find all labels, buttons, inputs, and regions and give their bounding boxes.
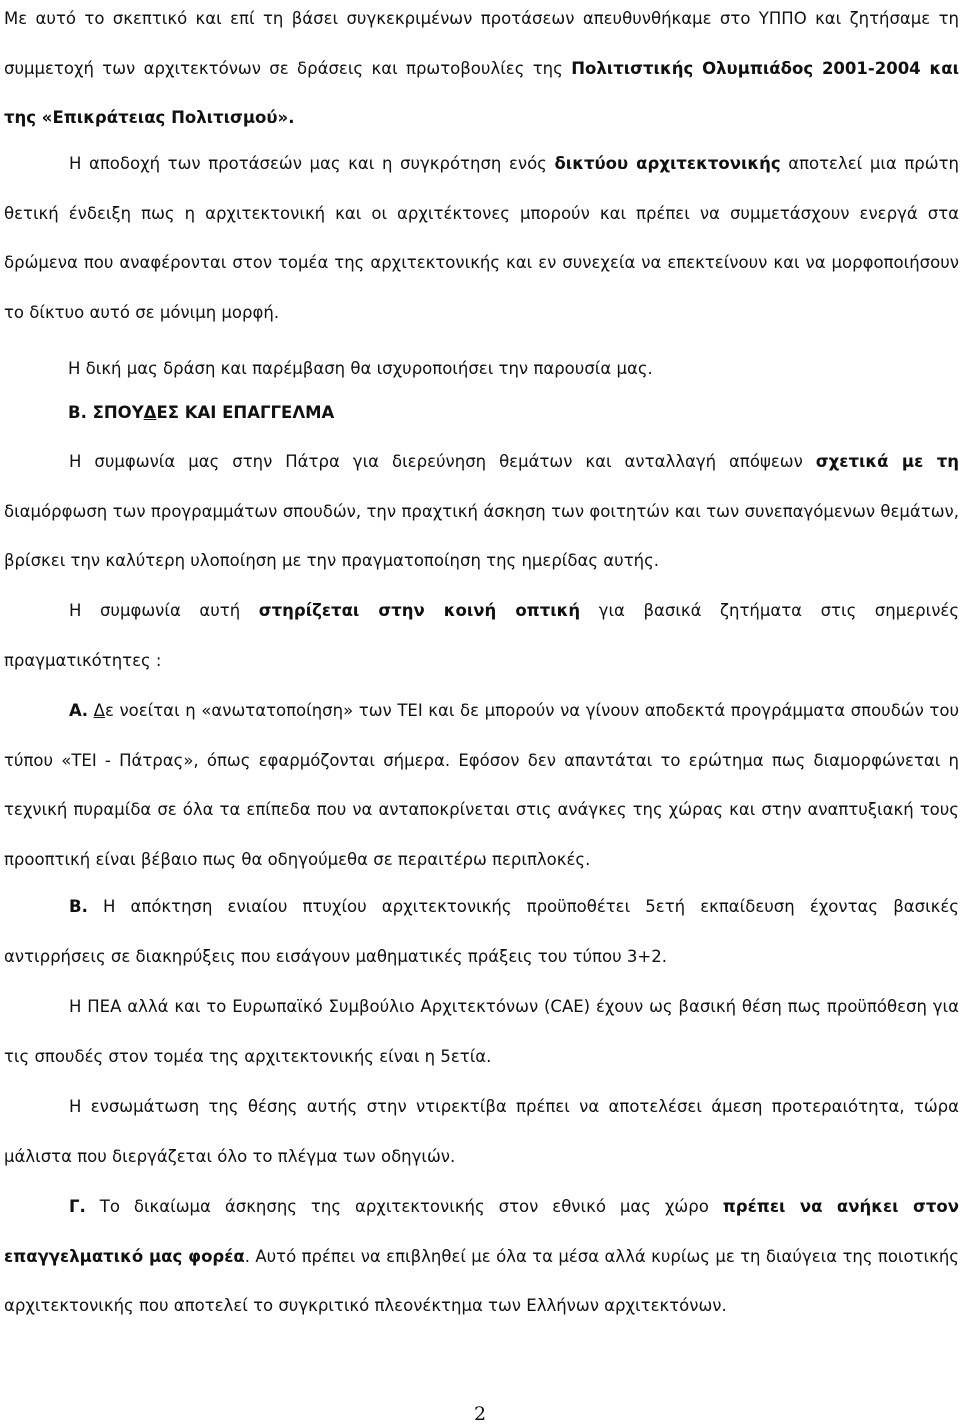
- paragraph-text: Η αποδοχή των προτάσεών μας και η συγκρότηση ενός: [69, 154, 555, 173]
- point-label: Γ.: [69, 1197, 86, 1216]
- heading-text: ΕΣ ΚΑΙ ΕΠΑΓΓΕΛΜΑ: [156, 403, 335, 422]
- paragraph-text: ε νοείται η «ανωτατοποίηση» των ΤΕΙ και δε μπορούν να γίνουν αποδεκτά προγράμματα σπουδών του τύπου «ΤΕΙ - Πάτρας», όπως εφαρμόζονται σήμερα. Εφόσον δεν απαντάται το ερώτημα πως διαμορφώνεται η τεχνική πυραμίδα σε όλα τα επίπεδα που να ανταποκρίνεται στις ανάγκες της χώρας και στην αναπτυξιακή τους προοπτική είναι βέβαιο πως θα οδηγούμεθα σε περαιτέρω περιπλοκές.: [4, 701, 960, 869]
- paragraph-politistiki-olympiada: [4, 0, 959, 143]
- paragraph-drasi: Η δική μας δράση και παρέμβαση θα ισχυροποιήσει την παρουσία μας.: [68, 359, 653, 378]
- paragraph-point-g: [4, 1182, 959, 1331]
- bold-text: πρέπει να ανήκει στον επαγγελματικό μας φορέα: [4, 1197, 959, 1266]
- paragraph-point-a: [4, 686, 959, 884]
- paragraph-text: Το δικαίωμα άσκησης της αρχιτεκτονικής στον εθνικό μας χώρο: [85, 1197, 723, 1216]
- paragraph-text: αποτελεί μια πρώτη θετική ένδειξη πως η αρχιτεκτονική και οι αρχιτέκτονες μπορούν και πρέπει να συμμετάσχουν ενεργά στα δρώμενα που αναφέρονται στον τομέα της αρχιτεκτονικής και εν συνεχεία να επεκτείνουν και να μορφοποιήσουν το δίκτυο αυτό σε μόνιμη μορφή.: [4, 154, 959, 322]
- heading-text-underlined: Δ: [143, 403, 157, 422]
- paragraph-text: διαμόρφωση των προγραμμάτων σπουδών, την πραχτική άσκηση των φοιτητών και των συνεπαγόμενων θεμάτων, βρίσκει την καλύτερη υλοποίηση με την πραγματοποίηση της ημερίδας αυτής.: [4, 501, 959, 570]
- point-label: Β.: [69, 897, 88, 916]
- underlined-letter: Δ: [93, 701, 105, 720]
- bold-text: Πολιτιστικής Ολυμπιάδος 2001-2004 και της «Επικράτειας Πολιτισμού».: [4, 58, 959, 127]
- point-label: Α.: [69, 701, 89, 720]
- paragraph-text: Η απόκτηση ενιαίου πτυχίου αρχιτεκτονικής προϋποθέτει 5ετή εκπαίδευση έχοντας βασικές αντιρρήσεις σε διακηρύξεις που εισάγουν μαθηματικές πράξεις του τύπου 3+2.: [4, 897, 959, 966]
- paragraph-symfonia-patra: [4, 437, 959, 586]
- bold-text: στηρίζεται στην κοινή οπτική: [258, 601, 581, 620]
- paragraph-koini-optiki: [4, 586, 959, 685]
- paragraph-text: Με αυτό το σκεπτικό και επί τη βάσει συγκεκριμένων προτάσεων απευθυνθήκαμε στο ΥΠΠΟ και ζητήσαμε τη συμμετοχή των αρχιτεκτόνων σε δράσεις και πρωτοβουλίες της: [4, 9, 959, 78]
- heading-text: Β. ΣΠΟΥ: [68, 403, 144, 422]
- page-number: 2: [473, 1403, 487, 1425]
- paragraph-ntirektiva: Η ενσωμάτωση της θέσης αυτής στην ντιρεκτίβα πρέπει να αποτελέσει άμεση προτεραιότητα, τώρα μάλιστα που διεργάζεται όλο το πλέγμα των οδηγιών.: [4, 1097, 959, 1166]
- paragraph-text: Η συμφωνία μας στην Πάτρα για διερεύνηση θεμάτων και ανταλλαγή απόψεων: [69, 452, 816, 471]
- bold-text: δικτύου αρχιτεκτονικής: [554, 154, 781, 173]
- paragraph-text: Η συμφωνία αυτή: [69, 601, 259, 620]
- paragraph-text: για βασικά ζητήματα στις σημερινές πραγματικότητες :: [4, 601, 960, 670]
- section-heading-spoudes: [68, 400, 334, 426]
- paragraph-point-b: [4, 882, 959, 981]
- paragraph-diktyo-architektonikis: [4, 139, 959, 337]
- bold-text: σχετικά με τη: [815, 452, 959, 471]
- paragraph-pea: Η ΠΕΑ αλλά και το Ευρωπαϊκό Συμβούλιο Αρχιτεκτόνων (CAE) έχουν ως βασική θέση πως προϋπόθεση για τις σπουδές στον τομέα της αρχιτεκτονικής είναι η 5ετία.: [4, 997, 959, 1066]
- paragraph-text: . Αυτό πρέπει να επιβληθεί με όλα τα μέσα αλλά κυρίως με τη διαύγεια της ποιοτικής αρχιτεκτονικής που αποτελεί το συγκριτικό πλεονέκτημα των Ελλήνων αρχιτεκτόνων.: [4, 1246, 959, 1315]
